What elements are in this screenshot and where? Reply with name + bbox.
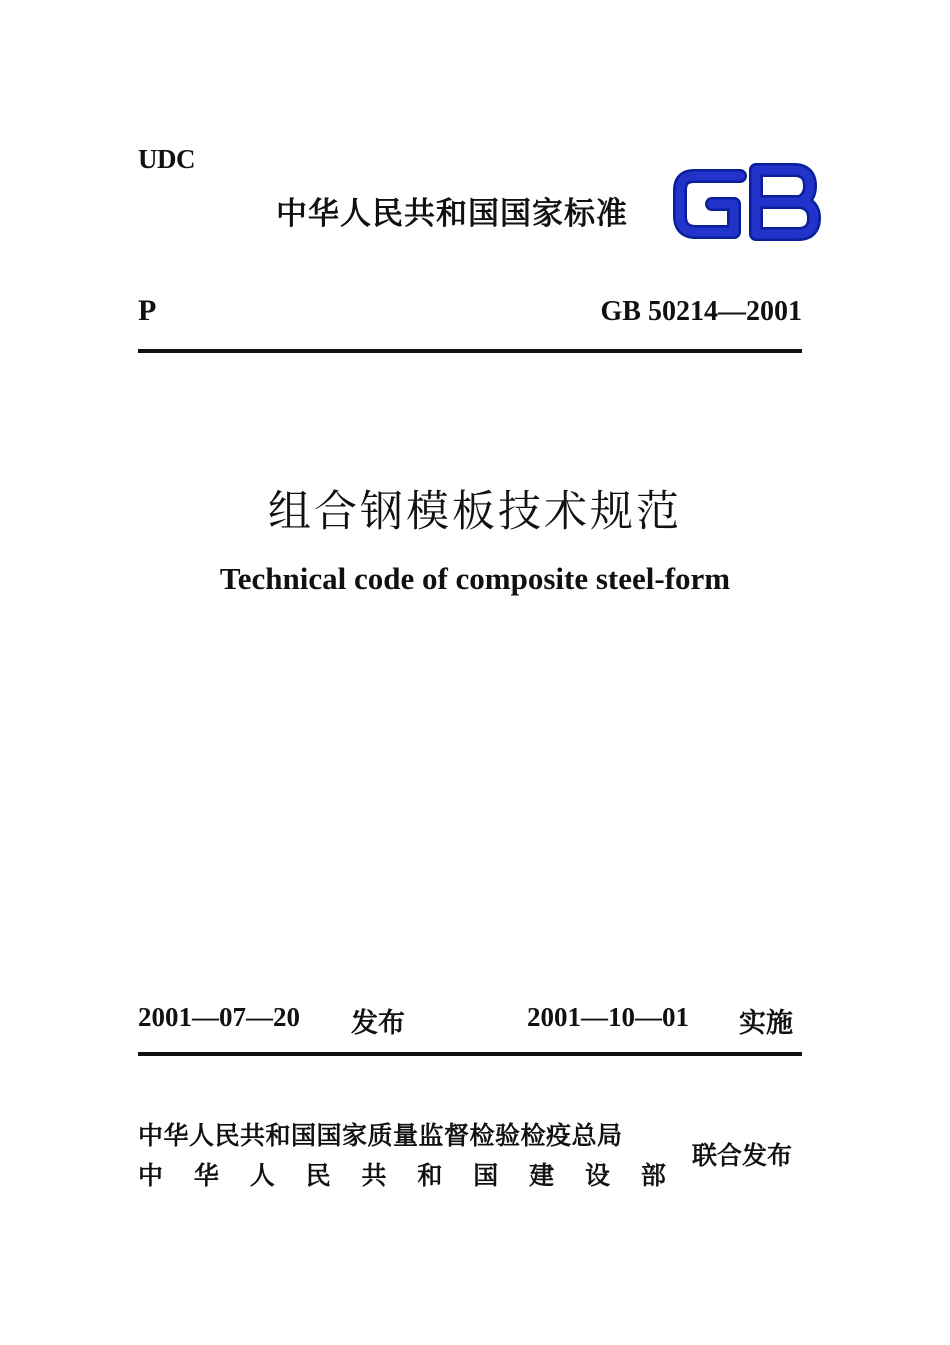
joint-issue-label: 联合发布 (692, 1141, 793, 1170)
implementation-label: 实施 (739, 1008, 793, 1039)
issuer-char: 国 (473, 1161, 499, 1190)
title-chinese: 组合钢模板技术规范 (268, 487, 682, 537)
issue-label: 发布 (351, 1008, 405, 1039)
issuer-char: 中 (138, 1161, 164, 1190)
udc-label: UDC (138, 144, 195, 174)
issuer-ministry-of-construction (138, 1156, 666, 1192)
national-standard-heading: 中华人民共和国国家标准 (276, 196, 628, 232)
issue-date: 2001—07—20 (138, 1002, 300, 1032)
top-divider (138, 349, 802, 353)
issuer-char: 共 (361, 1161, 387, 1190)
issuer-aqsiq: 中华人民共和国国家质量监督检验检疫总局 (138, 1121, 623, 1150)
issuer-char: 华 (193, 1161, 219, 1190)
issuer-char: 民 (305, 1161, 331, 1190)
implementation-date: 2001—10—01 (527, 1002, 689, 1032)
bottom-divider (138, 1052, 802, 1056)
gb-logo (672, 162, 822, 242)
issuer-char: 人 (249, 1161, 275, 1190)
classification-code: P (138, 294, 157, 327)
gb-logo-b-fill (756, 170, 814, 234)
issuer-char: 建 (529, 1161, 555, 1190)
standard-number: GB 50214—2001 (600, 296, 802, 327)
issuer-char: 和 (417, 1161, 443, 1190)
title-english: Technical code of composite steel-form (219, 561, 731, 596)
issuer-char: 部 (640, 1161, 666, 1190)
issuer-char: 设 (585, 1161, 611, 1190)
